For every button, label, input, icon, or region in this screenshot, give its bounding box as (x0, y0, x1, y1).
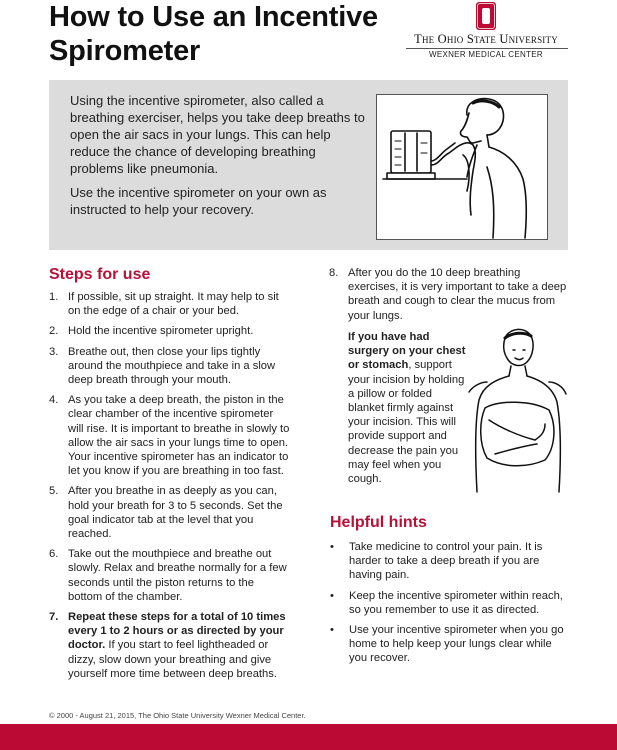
logo-divider (406, 48, 568, 49)
list-item: 6. Take out the mouthpiece and breathe out slowly. Relax and breathe normally for a few seconds until the piston returns to the bottom of the chamber. (49, 548, 287, 603)
page-title: How to Use an Incentive Spirometer (49, 1, 378, 67)
list-item: 4. As you take a deep breath, the piston in the clear chamber of the incentive spirometer will rise. It is important to breathe in slowly to allow the air sacs in your lungs time to open. Your incentive spirometer has an indicator to let you know if you are breathing in too fast. (49, 394, 290, 478)
list-item: • Keep the incentive spirometer within reach, so you remember to use it as directed. (330, 589, 563, 616)
list-item: 2. Hold the incentive spirometer upright. (49, 325, 254, 338)
steps-list-continued (329, 266, 570, 323)
list-item: • Take medicine to control your pain. It is harder to take a deep breath if you are having pain. (330, 541, 543, 582)
bullet-icon: • (330, 589, 334, 602)
steps-list (49, 290, 290, 687)
spirometer-illustration (376, 94, 548, 240)
list-item: 1. If possible, sit up straight. It may help to sit on the edge of a chair or your bed. (49, 291, 279, 318)
block-o-icon (476, 2, 496, 30)
intro-paragraph-2: Use the incentive spirometer on your own as instructed to help your recovery. (70, 185, 327, 217)
hints-list (330, 540, 571, 672)
university-name: The Ohio State University (414, 32, 558, 46)
brand-bar (0, 724, 617, 750)
list-item: 7. Repeat these steps for a total of 10 times every 1 to 2 hours or as directed by your doctor. If you start to feel lightheaded or dizzy, slow down your breathing and give yourself more time between deep breaths. (49, 611, 286, 680)
list-item: • Use your incentive spirometer when you go home to help keep your lungs clear while you recover. (330, 624, 564, 665)
copyright-footer: © 2000 - August 21, 2015, The Ohio State University Wexner Medical Center. (49, 711, 306, 720)
list-item: 3. Breathe out, then close your lips tightly around the mouthpiece and take in a slow deep breath through your mouth. (49, 345, 276, 387)
list-item: 5. After you breathe in as deeply as you can, hold your breath for 3 to 5 seconds. Set the goal indicator tab at the level that you reached. (49, 485, 283, 541)
bullet-icon: • (330, 624, 334, 637)
medical-center-name: WEXNER MEDICAL CENTER (428, 50, 543, 59)
surgery-note: If you have had surgery on your chest or stomach, support your incision by holding a pillow or folded blanket firmly against your incision. This will provide support and decrease the pain you may feel when you cough. (348, 331, 466, 486)
pillow-illustration (465, 324, 570, 494)
osu-logo (400, 2, 572, 62)
intro-paragraph-1: Using the incentive spirometer, also called a breathing exerciser, helps you take deep breaths to open the air sacs in your lungs. This can help reduce the chance of developing breathing problems like pneumonia. (70, 93, 365, 176)
bullet-icon: • (330, 541, 334, 553)
list-item: 8. After you do the 10 deep breathing exercises, it is very important to take a deep breath and cough to clear the mucus from your lungs. (329, 267, 567, 322)
steps-heading: Steps for use (49, 266, 151, 283)
hints-heading: Helpful hints (330, 514, 427, 531)
